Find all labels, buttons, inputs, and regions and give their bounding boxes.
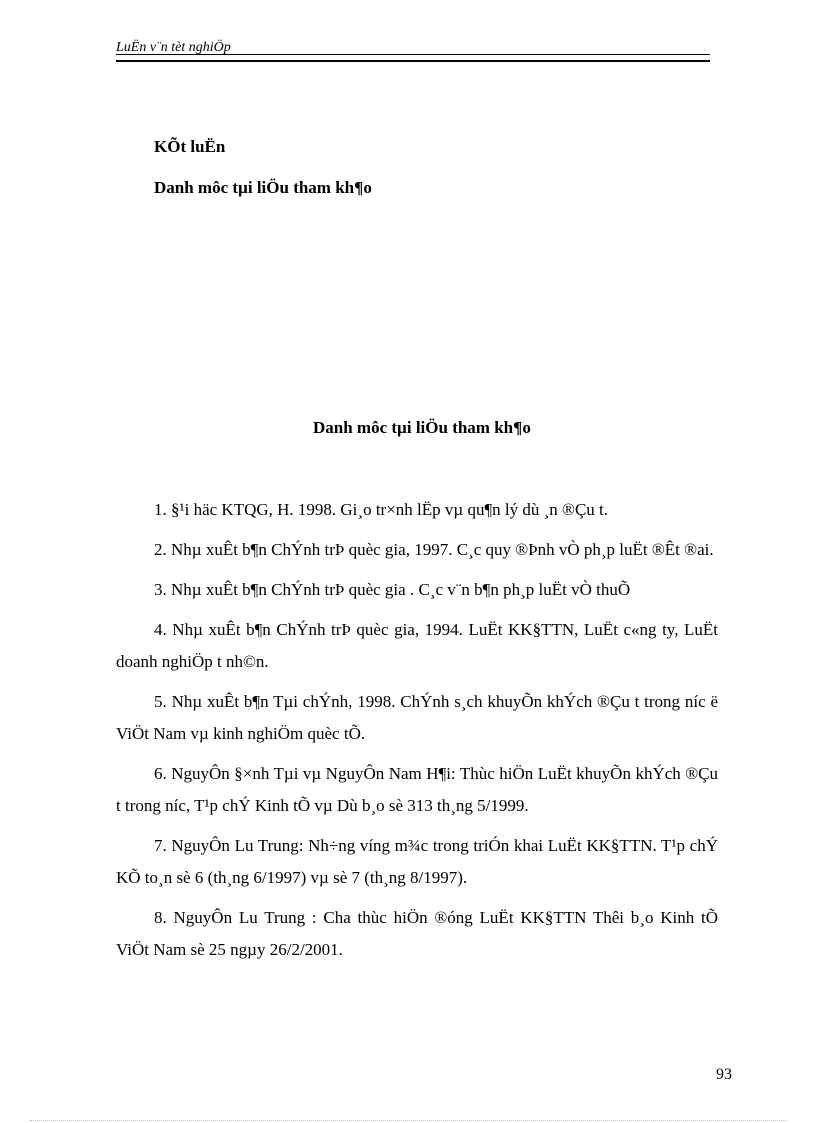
reference-item: 5. Nhµ xuÊt b¶n Tµi chÝnh, 1998. ChÝnh s¸ch khuyÕn khÝch ®Çu t trong níc ë ViÖt Nam vµ kinh nghiÖm quèc tÕ. xyxy=(116,692,718,743)
heading-danh-muc-toc: Danh môc tµi liÖu tham kh¶o xyxy=(154,178,372,197)
reference-item: 6. NguyÔn §×nh Tµi vµ NguyÔn Nam H¶i: Thùc hiÖn LuËt khuyÕn khÝch ®Çu t trong níc, T¹p chÝ Kinh tÕ vµ Dù b¸o sè 313 th¸ng 5/1999. xyxy=(116,764,718,815)
running-header: LuËn v¨n tèt nghiÖp xyxy=(116,40,231,55)
heading-danh-muc-section: Danh môc tµi liÖu tham kh¶o xyxy=(313,418,531,437)
reference-item: 8. NguyÔn Lu Trung : Cha thùc hiÖn ®óng LuËt KK§TTN Thêi b¸o Kinh tÕ ViÖt Nam sè 25 ngµy 26/2/2001. xyxy=(116,908,718,959)
reference-item: 4. Nhµ xuÊt b¶n ChÝnh trÞ quèc gia, 1994. LuËt KK§TTN, LuËt c«ng ty, LuËt doanh nghiÖp t nh©n. xyxy=(116,620,718,671)
heading-ket-luan: KÕt luËn xyxy=(154,137,226,156)
reference-item: 2. Nhµ xuÊt b¶n ChÝnh trÞ quèc gia, 1997. C¸c quy ®Þnh vÒ ph¸p luËt ®Êt ®ai. xyxy=(154,540,714,559)
reference-list xyxy=(116,494,718,974)
page-number: 93 xyxy=(716,1066,732,1083)
reference-item: 3. Nhµ xuÊt b¶n ChÝnh trÞ quèc gia . C¸c v¨n b¶n ph¸p luËt vÒ thuÕ xyxy=(154,580,631,599)
header-double-rule xyxy=(116,54,710,62)
reference-item: 7. NguyÔn Lu Trung: Nh÷ng víng m¾c trong triÓn khai LuËt KK§TTN. T¹p chÝ KÕ to¸n sè 6 (th¸ng 6/1997) vµ sè 7 (th¸ng 8/1997). xyxy=(116,836,718,887)
reference-item: 1. §¹i häc KTQG, H. 1998. Gi¸o tr×nh lËp vµ qu¶n lý dù ¸n ®Çu t. xyxy=(154,500,609,519)
page-bottom-dotted-border xyxy=(30,1120,786,1121)
